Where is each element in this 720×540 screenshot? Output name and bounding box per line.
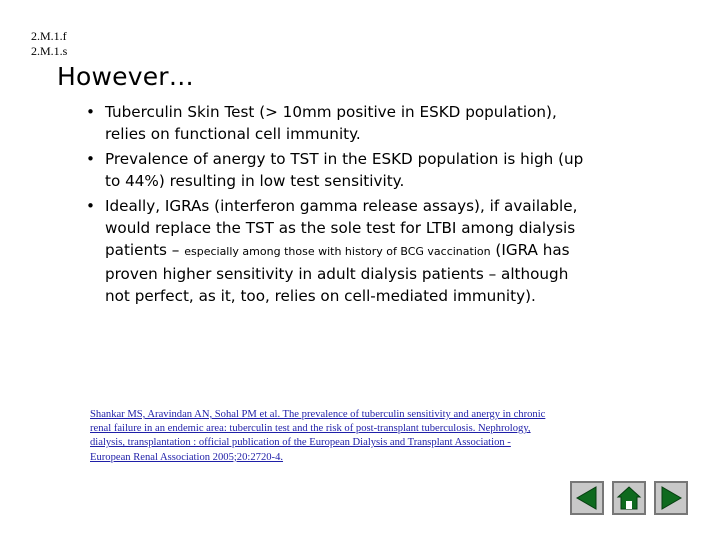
bullet-list xyxy=(86,101,586,310)
reference-link[interactable]: Shankar MS, Aravindan AN, Sohal PM et al. The prevalence of tuberculin sensitivity and anergy in chronic renal failure in an endemic area: tuberculin test and the risk of post-transplant tuberculosis. Nephrology, dialysis, transplantation : official publication of the European Dialysis and Transplant Association - European Renal Association 2005;20:2720-4. xyxy=(90,409,546,463)
next-slide-icon xyxy=(658,485,684,511)
previous-slide-icon xyxy=(574,485,600,511)
nav-next-button[interactable] xyxy=(654,481,688,519)
bullet-text: Prevalence of anergy to TST in the ESKD population is high (up to 44%) resulting in low test sensitivity. xyxy=(105,150,584,190)
bullet-marker: • xyxy=(86,197,95,215)
slide-code: 2.M.1.s xyxy=(31,44,68,58)
bullet-text: Tuberculin Skin Test (> 10mm positive in ESKD population), relies on functional cell immunity. xyxy=(105,103,557,143)
slide-codes xyxy=(31,29,67,59)
slide-code: 2.M.1.f xyxy=(31,29,67,43)
bullet-marker: • xyxy=(86,150,95,168)
bullet-marker: • xyxy=(86,103,95,121)
nav-home-button[interactable] xyxy=(612,481,646,519)
bullet-item xyxy=(86,195,586,307)
bullet-text: Ideally, IGRAs (interferon gamma release assays), if available, would replace the TST as the sole test for LTBI among dialysis patients – xyxy=(105,197,578,259)
bullet-text: (IGRA has proven higher sensitivity in adult dialysis patients – although not perfect, as it, too, relies on cell-mediated immunity). xyxy=(105,241,570,305)
bullet-item xyxy=(86,101,586,145)
bullet-item xyxy=(86,148,586,192)
bullet-small-text: especially among those with history of BCG vaccination xyxy=(184,245,491,258)
nav-prev-button[interactable] xyxy=(570,481,604,519)
slide-title: However… xyxy=(57,62,194,91)
home-icon xyxy=(616,485,642,511)
